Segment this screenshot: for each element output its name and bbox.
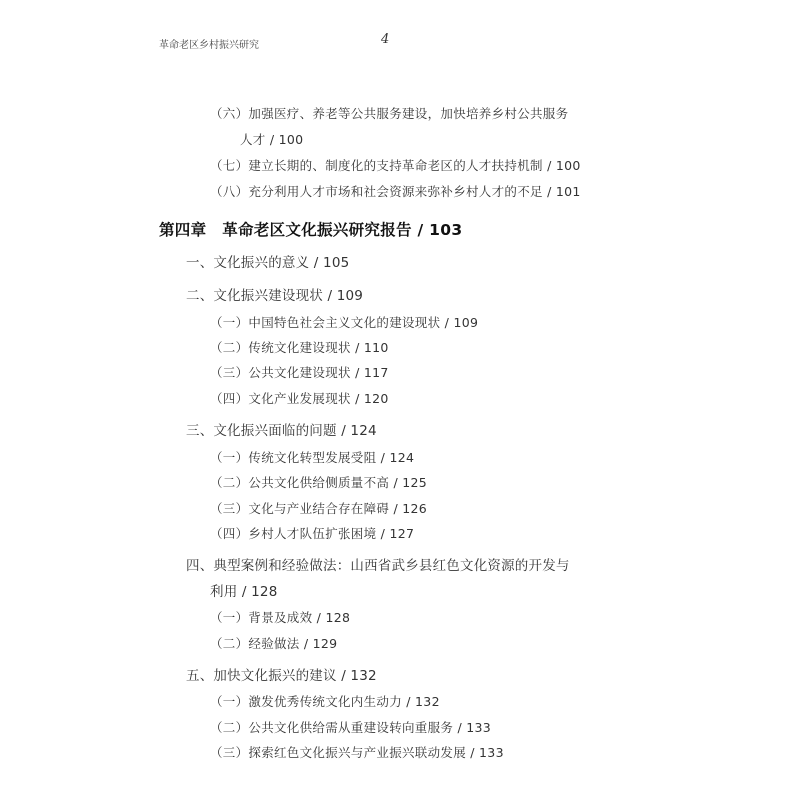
- toc-entry: （一）激发优秀传统文化内生动力 / 132: [210, 694, 440, 709]
- toc-entry: （三）公共文化建设现状 / 117: [210, 365, 389, 380]
- toc-section: 三、文化振兴面临的问题 / 124: [186, 423, 377, 439]
- toc-entry: （四）文化产业发展现状 / 120: [210, 391, 389, 406]
- toc-entry: （一）背景及成效 / 128: [210, 610, 351, 625]
- toc-entry: （六）加强医疗、养老等公共服务建设，加快培养乡村公共服务: [210, 106, 569, 121]
- toc-entry: （二）公共文化供给需从重建设转向重服务 / 133: [210, 720, 492, 735]
- toc-entry: （一）传统文化转型发展受阻 / 124: [210, 450, 415, 465]
- chapter-heading: 第四章 革命老区文化振兴研究报告 / 103: [159, 221, 463, 239]
- toc-entry: （二）公共文化供给侧质量不高 / 125: [210, 475, 428, 490]
- toc-entry: （三）探索红色文化振兴与产业振兴联动发展 / 133: [210, 745, 504, 760]
- toc-entry: （七）建立长期的、制度化的支持革命老区的人才扶持机制 / 100: [210, 158, 581, 173]
- toc-entry: （八）充分利用人才市场和社会资源来弥补乡村人才的不足 / 101: [210, 184, 581, 199]
- toc-entry: 人才 / 100: [240, 132, 304, 147]
- toc-section: 二、文化振兴建设现状 / 109: [186, 288, 364, 304]
- toc-section: 一、文化振兴的意义 / 105: [186, 255, 350, 271]
- toc-entry: （三）文化与产业结合存在障碍 / 126: [210, 501, 428, 516]
- toc-entry: （一）中国特色社会主义文化的建设现状 / 109: [210, 315, 479, 330]
- page-number: 4: [381, 32, 390, 47]
- toc-section: 四、典型案例和经验做法：山西省武乡县红色文化资源的开发与: [186, 558, 570, 574]
- toc-section: 利用 / 128: [210, 584, 278, 600]
- toc-entry: （二）传统文化建设现状 / 110: [210, 340, 389, 355]
- toc-entry: （二）经验做法 / 129: [210, 636, 338, 651]
- running-header: 革命老区乡村振兴研究: [159, 40, 259, 51]
- toc-entry: （四）乡村人才队伍扩张困境 / 127: [210, 526, 415, 541]
- toc-section: 五、加快文化振兴的建议 / 132: [186, 668, 377, 684]
